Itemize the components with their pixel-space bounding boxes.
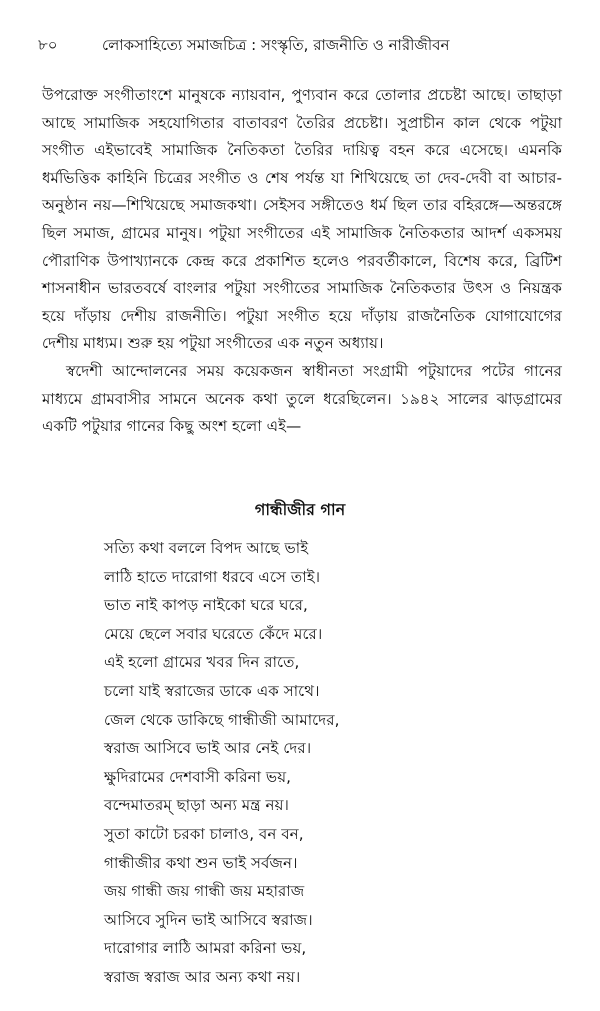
- song-line: ক্ষুদিরামের দেশবাসী করিনা ভয়,: [104, 767, 292, 786]
- song-line: লাঠি হাতে দারোগা ধরবে এসে তাই।: [104, 567, 321, 586]
- paragraph: স্বদেশী আন্দোলনের সময় কয়েকজন স্বাধীনতা সংগ্রামী পটুয়াদের পটের গানের মাধ্যমে গ্রামবাসীর সামনে অনেক কথা তুলে ধরেছিলেন। ১৯৪২ সালের ঝাড়গ্রামের একটি পটুয়ার গানের কিছু অংশ হলো এই—: [42, 361, 562, 436]
- running-head: লোকসাহিত্যে সমাজচিত্র : সংস্কৃতি, রাজনীতি ও নারীজীবন: [102, 36, 450, 54]
- song-line: সত্যি কথা বললে বিপদ আছে ভাই: [104, 539, 309, 557]
- song-line: দারোগার লাঠি আমরা করিনা ভয়,: [104, 939, 307, 958]
- song-line: আসিবে সুদিন ভাই আসিবে স্বরাজ।: [104, 910, 313, 929]
- song-line: স্বরাজ আসিবে ভাই আর নেই দের।: [104, 739, 312, 758]
- song-line: গান্ধীজীর কথা শুন ভাই সর্বজন।: [104, 853, 298, 872]
- song-line: ভাত নাই কাপড় নাইকো ঘরে ঘরে,: [104, 596, 308, 615]
- body-text: [42, 82, 562, 441]
- song-line: বন্দেমাতরম্‌ ছাড়া অন্য মন্ত্র নয়।: [104, 796, 289, 815]
- song-line: এই হলো গ্রামের খবর দিন রাতে,: [104, 653, 300, 672]
- song-line: জেল থেকে ডাকিছে গান্ধীজী আমাদের,: [104, 710, 340, 729]
- song-line: মেয়ে ছেলে সবার ঘরেতে কেঁদে মরে।: [104, 624, 323, 643]
- song-line: চলো যাই স্বরাজের ডাকে এক সাথে।: [104, 681, 320, 700]
- song-line: জয় গান্ধী জয় গান্ধী জয় মহারাজ: [104, 882, 305, 901]
- song-verse: [104, 534, 524, 992]
- song-title: গান্ধীজীর গান: [254, 500, 346, 519]
- song-line: স্বরাজ স্বরাজ আর অন্য কথা নয়।: [104, 967, 301, 986]
- song-line: সুতা কাটো চরকা চালাও, বন বন,: [104, 824, 304, 843]
- page-header: [20, 30, 578, 60]
- paragraph: উপরোক্ত সংগীতাংশে মানুষকে ন্যায়বান, পুণ্যবান করে তোলার প্রচেষ্টা আছে। তাছাড়া আছে সামাজিক সহযোগিতার বাতাবরণ তৈরির প্রচেষ্টা। সুপ্রাচীন কাল থেকে পটুয়া সংগীত এইভাবেই সামাজিক নৈতিকতা তৈরির দায়িত্ব বহন করে এসেছে। এমনকি ধর্মভিত্তিক কাহিনি চিত্রের সংগীত ও শেষ পর্যন্ত যা শিখিয়েছে তা দেব-দেবী বা আচার-অনুষ্ঠান নয়—শিখিয়েছে সমাজকথা। সেইসব সঙ্গীতেও ধর্ম ছিল তার বহিরঙ্গে—অন্তরঙ্গে ছিল সমাজ, গ্রামের মানুষ। পটুয়া সংগীতের এই সামাজিক নৈতিকতার আদর্শ একসময় পৌরাণিক উপাখ্যানকে কেন্দ্র করে প্রকাশিত হলেও পরবর্তীকালে, বিশেষ করে, ব্রিটিশ শাসনাধীন ভারতবর্ষে বাংলার পটুয়া সংগীতের সামাজিক নৈতিকতার উৎস ও নিয়ন্ত্রক হয়ে দাঁড়ায় দেশীয় রাজনীতি। পটুয়া সংগীত হয়ে দাঁড়ায় রাজনৈতিক যোগাযোগের দেশীয় মাধ্যম। শুরু হয় পটুয়া সংগীতের এক নতুন অধ্যায়।: [42, 86, 562, 353]
- page-number: ৮০: [38, 36, 58, 54]
